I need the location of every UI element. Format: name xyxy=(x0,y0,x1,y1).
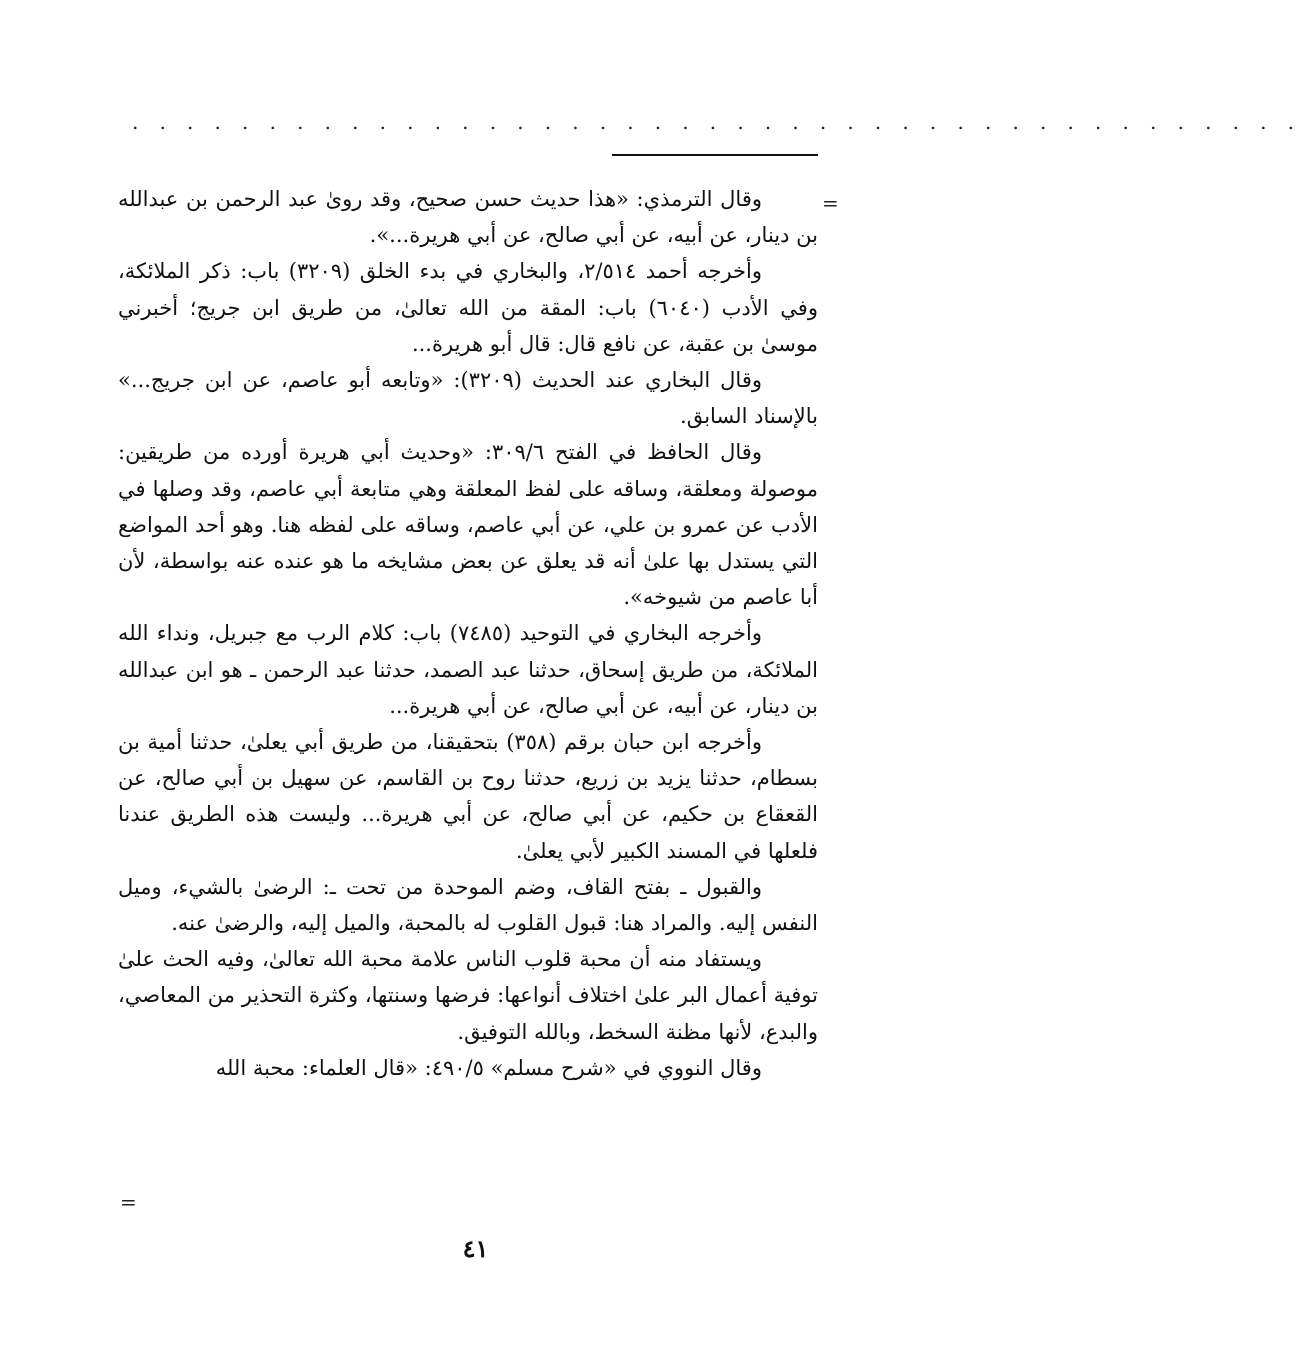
paragraph-tawhid: وأخرجه البخاري في التوحيد (٧٤٨٥) باب: كلام الرب مع جبريل، ونداء الله الملائكة، من طريق إسحاق، حدثنا عبد الصمد، حدثنا عبد الرحمن ـ هو ابن عبدالله بن دينار، عن أبيه، عن أبي صالح، عن أبي هريرة... xyxy=(118,621,818,718)
paragraph-qabul: والقبول ـ بفتح القاف، وضم الموحدة من تحت ـ: الرضىٰ بالشيء، وميل النفس إليه. والمراد هنا: قبول القلوب له بالمحبة، والميل إليه، والرضىٰ عنه. xyxy=(118,874,818,936)
paragraph-ahmad-bukhari: وأخرجه أحمد ٢/٥١٤، والبخاري في بدء الخلق (٣٢٠٩) باب: ذكر الملائكة، وفي الأدب (٦٠٤٠) باب: المقة من الله تعالىٰ، من طريق ابن جريج؛ أخبرني موسىٰ بن عقبة، عن نافع قال: قال أبو هريرة... xyxy=(118,259,818,356)
paragraph-bukhari-mutabaa: وقال البخاري عند الحديث (٣٢٠٩): «وتابعه أبو عاصم، عن ابن جريج...» بالإسناد السابق. xyxy=(118,368,818,429)
paragraph-fath-albari: وقال الحافظ في الفتح ٣٠٩/٦: «وحديث أبي هريرة أورده من طريقين: موصولة ومعلقة، وساقه على لفظ المعلقة وهي متابعة أبي عاصم، وقد وصلها في الأدب عن عمرو بن علي، عن أبي عاصم، وساقه على لفظه هنا. وهو أحد المواضع التي يستدل بها علىٰ أنه قد يعلق عن بعض مشايخه ما هو عنده عنه بواسطة، لأن أبا عاصم من شيوخه». xyxy=(118,440,818,610)
continuation-mark-start: = xyxy=(822,191,839,215)
paragraph-tirmidhi: وقال الترمذي: «هذا حديث حسن صحيح، وقد روىٰ عبد الرحمن بن عبدالله بن دينار، عن أبيه، عن أبي صالح، عن أبي هريرة...». xyxy=(118,187,818,248)
footnote-text xyxy=(118,181,818,1086)
paragraph-nawawi: وقال النووي في «شرح مسلم» ٤٩٠/٥: «قال العلماء: محبة الله xyxy=(215,1055,762,1080)
paragraph-ibn-hibban: وأخرجه ابن حبان برقم (٣٥٨) بتحقيقنا، من طريق أبي يعلىٰ، حدثنا أمية بن بسطام، حدثنا يزيد بن زريع، حدثنا روح بن القاسم، عن سهيل بن أبي صالح، عن القعقاع بن حكيم، عن أبي صالح، عن أبي هريرة... وليست هذه الطريق عندنا فلعلها في المسند الكبير لأبي يعلىٰ. xyxy=(118,730,818,863)
paragraph-benefits: ويستفاد منه أن محبة قلوب الناس علامة محبة الله تعالىٰ، وفيه الحث علىٰ توفية أعمال البر علىٰ اختلاف أنواعها: فرضها وسنتها، وكثرة التحذير من المعاصي، والبدع، لأنها مظنة السخط، وبالله التوفيق. xyxy=(118,947,818,1044)
page-number: ٤١ xyxy=(462,1234,489,1263)
footnote-rule xyxy=(612,154,818,156)
continuation-mark-end: = xyxy=(120,1190,137,1214)
footnote-separator-dots: . . . . . . . . . . . . . . . . . . . . . . . . . . . . . . . . . . . . . . . . . . . xyxy=(132,110,1301,134)
